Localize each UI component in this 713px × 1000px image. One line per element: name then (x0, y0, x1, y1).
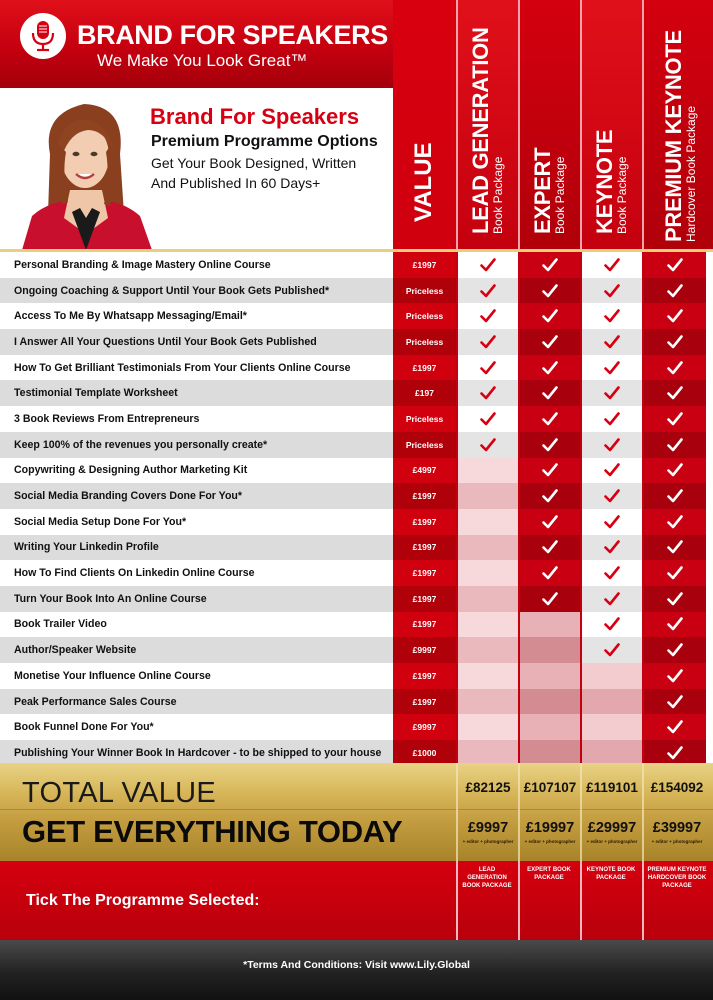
package-name: PREMIUM KEYNOTE (660, 30, 686, 242)
feature-row (0, 612, 713, 638)
checkmark-icon (667, 438, 683, 452)
total-value-keynote: £119101 (586, 780, 638, 795)
checkmark-icon (604, 566, 620, 580)
total-value-label: TOTAL VALUE (22, 777, 217, 809)
price-keynote: £29997 (587, 820, 637, 836)
package-cell (456, 303, 518, 329)
checkmark-icon (667, 617, 683, 631)
totals-divider (518, 763, 520, 861)
package-cell (580, 714, 642, 740)
package-cell (642, 612, 706, 638)
price-expert: £19997 (525, 820, 575, 836)
checkmark-icon (542, 463, 558, 477)
checkmark-icon (542, 284, 558, 298)
package-cell (456, 612, 518, 638)
checkmark-icon (480, 386, 496, 400)
intro-title: Brand For Speakers (150, 104, 360, 129)
feature-label: Copywriting & Designing Author Marketing Kit (0, 458, 393, 484)
package-cell (580, 535, 642, 561)
checkmark-icon (542, 386, 558, 400)
package-cell (642, 689, 706, 715)
package-cell (642, 740, 706, 766)
checkmark-icon (480, 412, 496, 426)
keynote-header (580, 0, 642, 250)
package-cell (518, 303, 580, 329)
feature-label: Book Funnel Done For You* (0, 714, 393, 740)
feature-value: £1997 (393, 612, 456, 638)
package-cell (580, 278, 642, 304)
package-cell (642, 303, 706, 329)
intro-line-2: And Published In 60 Days+ (151, 175, 321, 191)
feature-row (0, 560, 713, 586)
feature-label: Personal Branding & Image Mastery Online Course (0, 252, 393, 278)
checkmark-icon (604, 438, 620, 452)
package-cell (518, 689, 580, 715)
intro-subtitle: Premium Programme Options (151, 133, 378, 150)
checkmark-icon (604, 617, 620, 631)
feature-label: Access To Me By Whatsapp Messaging/Email* (0, 303, 393, 329)
package-cell (642, 586, 706, 612)
package-cell (518, 586, 580, 612)
feature-row (0, 355, 713, 381)
feature-label: I Answer All Your Questions Until Your Book Gets Published (0, 329, 393, 355)
package-cell (518, 714, 580, 740)
checkmark-icon (667, 720, 683, 734)
tick-programme-label: Tick The Programme Selected: (26, 892, 260, 909)
brand-name: BRAND FOR SPEAKERS (77, 20, 388, 50)
checkmark-icon (667, 566, 683, 580)
checkmark-icon (480, 438, 496, 452)
package-cell (518, 483, 580, 509)
feature-row (0, 714, 713, 740)
checkmark-icon (542, 592, 558, 606)
feature-label: 3 Book Reviews From Entrepreneurs (0, 406, 393, 432)
checkmark-icon (542, 412, 558, 426)
checkmark-icon (480, 309, 496, 323)
feature-label: Turn Your Book Into An Online Course (0, 586, 393, 612)
feature-row (0, 458, 713, 484)
feature-value: £1997 (393, 252, 456, 278)
package-cell (518, 740, 580, 766)
feature-value: Priceless (393, 432, 456, 458)
package-cell (642, 329, 706, 355)
feature-value: £9997 (393, 637, 456, 663)
feature-table (0, 252, 713, 766)
checkmark-icon (667, 592, 683, 606)
package-cell (456, 560, 518, 586)
feature-row (0, 509, 713, 535)
feature-value: Priceless (393, 303, 456, 329)
package-cell (456, 380, 518, 406)
checkmark-icon (480, 284, 496, 298)
feature-value: £1997 (393, 509, 456, 535)
feature-value: £9997 (393, 714, 456, 740)
package-cell (518, 458, 580, 484)
total-value-premium: £154092 (650, 780, 704, 795)
feature-value: £1997 (393, 689, 456, 715)
package-cell (456, 432, 518, 458)
package-cell (580, 329, 642, 355)
checkmark-icon (604, 309, 620, 323)
package-sub: Book Package (553, 156, 567, 234)
checkmark-icon (542, 438, 558, 452)
feature-value: Priceless (393, 406, 456, 432)
feature-row (0, 252, 713, 278)
package-cell (456, 483, 518, 509)
feature-row (0, 586, 713, 612)
checkmark-icon (542, 489, 558, 503)
select-divider (580, 861, 582, 940)
feature-label: How To Get Brilliant Testimonials From Your Clients Online Course (0, 355, 393, 381)
totals-divider (580, 763, 582, 861)
select-keynote[interactable]: KEYNOTE BOOK PACKAGE (586, 867, 636, 881)
package-cell (456, 586, 518, 612)
speaker-portrait (22, 94, 152, 250)
feature-value: £1000 (393, 740, 456, 766)
package-cell (580, 612, 642, 638)
checkmark-icon (604, 361, 620, 375)
package-cell (456, 355, 518, 381)
package-cell (518, 278, 580, 304)
package-cell (580, 380, 642, 406)
checkmark-icon (542, 566, 558, 580)
package-cell (580, 740, 642, 766)
checkmark-icon (604, 489, 620, 503)
checkmark-icon (667, 284, 683, 298)
package-cell (580, 586, 642, 612)
package-cell (456, 509, 518, 535)
package-sub: Book Package (491, 156, 505, 234)
package-cell (580, 560, 642, 586)
feature-value: £1997 (393, 535, 456, 561)
price-note: + editor + photographer (462, 839, 514, 844)
feature-value: £1997 (393, 663, 456, 689)
checkmark-icon (604, 284, 620, 298)
feature-label: Keep 100% of the revenues you personally create* (0, 432, 393, 458)
feature-value: Priceless (393, 329, 456, 355)
package-cell (642, 714, 706, 740)
package-cell (518, 509, 580, 535)
package-name: LEAD GENERATION (468, 27, 493, 234)
package-cell (518, 612, 580, 638)
checkmark-icon (604, 463, 620, 477)
checkmark-icon (604, 515, 620, 529)
package-cell (518, 406, 580, 432)
feature-row (0, 689, 713, 715)
package-cell (642, 458, 706, 484)
package-cell (642, 406, 706, 432)
package-cell (456, 714, 518, 740)
feature-label: Monetise Your Influence Online Course (0, 663, 393, 689)
lead-generation-header (456, 0, 518, 250)
checkmark-icon (667, 386, 683, 400)
checkmark-icon (667, 746, 683, 760)
checkmark-icon (667, 695, 683, 709)
feature-row (0, 329, 713, 355)
package-cell (456, 689, 518, 715)
feature-row (0, 303, 713, 329)
select-divider (456, 861, 458, 940)
feature-label: Publishing Your Winner Book In Hardcover - to be shipped to your house (0, 740, 393, 766)
select-expert[interactable]: EXPERT BOOK PACKAGE (527, 867, 571, 881)
total-value-expert: £107107 (523, 780, 577, 795)
feature-row (0, 406, 713, 432)
select-premium-keynote[interactable]: PREMIUM KEYNOTE HARDCOVER BOOK PACKAGE (647, 867, 707, 889)
feature-label: Peak Performance Sales Course (0, 689, 393, 715)
feature-value: £1997 (393, 483, 456, 509)
brand-header (0, 0, 393, 88)
checkmark-icon (542, 258, 558, 272)
checkmark-icon (604, 643, 620, 657)
package-cell (580, 483, 642, 509)
package-cell (580, 252, 642, 278)
feature-row (0, 637, 713, 663)
value-column-header: VALUE (409, 142, 437, 222)
checkmark-icon (667, 669, 683, 683)
feature-label: Writing Your Linkedin Profile (0, 535, 393, 561)
terms-link[interactable]: *Terms And Conditions: Visit www.Lily.Global (243, 959, 470, 971)
package-cell (456, 406, 518, 432)
checkmark-icon (480, 258, 496, 272)
package-cell (456, 740, 518, 766)
package-cell (518, 535, 580, 561)
package-cell (642, 637, 706, 663)
package-sub: Book Package (615, 156, 629, 234)
package-cell (456, 329, 518, 355)
package-cell (580, 406, 642, 432)
package-cell (642, 380, 706, 406)
intro-line-1: Get Your Book Designed, Written (151, 155, 357, 171)
checkmark-icon (667, 258, 683, 272)
feature-value: £1997 (393, 586, 456, 612)
feature-value: £197 (393, 380, 456, 406)
package-sub: Hardcover Book Package (683, 105, 698, 242)
checkmark-icon (667, 515, 683, 529)
checkmark-icon (542, 309, 558, 323)
total-value-lead: £82125 (465, 780, 511, 795)
checkmark-icon (604, 540, 620, 554)
microphone-logo-icon (20, 13, 66, 59)
package-cell (456, 637, 518, 663)
price-note: + editor + photographer (651, 839, 703, 844)
package-cell (642, 535, 706, 561)
feature-label: How To Find Clients On Linkedin Online Course (0, 560, 393, 586)
premium-keynote-header (642, 0, 713, 250)
package-cell (518, 432, 580, 458)
price-premium: £39997 (652, 820, 702, 836)
intro-section (0, 88, 393, 250)
package-cell (518, 637, 580, 663)
select-lead-generation[interactable]: LEAD GENERATION BOOK PACKAGE (462, 867, 512, 889)
checkmark-icon (667, 489, 683, 503)
feature-value: £1997 (393, 560, 456, 586)
package-cell (580, 303, 642, 329)
checkmark-icon (542, 515, 558, 529)
checkmark-icon (667, 540, 683, 554)
package-cell (642, 278, 706, 304)
checkmark-icon (667, 335, 683, 349)
package-cell (456, 535, 518, 561)
checkmark-icon (604, 386, 620, 400)
feature-value: £4997 (393, 458, 456, 484)
checkmark-icon (542, 361, 558, 375)
checkmark-icon (667, 412, 683, 426)
price-lead: £9997 (467, 820, 509, 836)
feature-row (0, 483, 713, 509)
feature-row (0, 432, 713, 458)
checkmark-icon (604, 412, 620, 426)
package-cell (580, 509, 642, 535)
select-divider (518, 861, 520, 940)
feature-row (0, 535, 713, 561)
feature-value: Priceless (393, 278, 456, 304)
price-note: + editor + photographer (586, 839, 638, 844)
feature-value: £1997 (393, 355, 456, 381)
package-cell (642, 560, 706, 586)
feature-label: Social Media Branding Covers Done For You* (0, 483, 393, 509)
checkmark-icon (604, 258, 620, 272)
checkmark-icon (480, 361, 496, 375)
select-divider (642, 861, 644, 940)
package-cell (518, 329, 580, 355)
feature-label: Book Trailer Video (0, 612, 393, 638)
package-cell (642, 252, 706, 278)
package-cell (456, 663, 518, 689)
package-cell (642, 509, 706, 535)
feature-label: Author/Speaker Website (0, 637, 393, 663)
checkmark-icon (604, 592, 620, 606)
feature-row (0, 278, 713, 304)
package-cell (518, 355, 580, 381)
feature-row (0, 380, 713, 406)
checkmark-icon (667, 309, 683, 323)
package-cell (518, 560, 580, 586)
feature-label: Social Media Setup Done For You* (0, 509, 393, 535)
totals-divider (456, 763, 458, 861)
package-cell (518, 252, 580, 278)
package-cell (642, 483, 706, 509)
checkmark-icon (667, 361, 683, 375)
checkmark-icon (667, 643, 683, 657)
package-name: EXPERT (530, 147, 555, 234)
checkmark-icon (542, 540, 558, 554)
checkmark-icon (604, 335, 620, 349)
price-note: + editor + photographer (524, 839, 576, 844)
package-cell (518, 663, 580, 689)
get-everything-today-label: GET EVERYTHING TODAY (22, 814, 403, 849)
feature-row (0, 740, 713, 766)
package-cell (456, 278, 518, 304)
feature-row (0, 663, 713, 689)
feature-label: Ongoing Coaching & Support Until Your Book Gets Published* (0, 278, 393, 304)
package-name: KEYNOTE (592, 129, 617, 234)
package-cell (580, 689, 642, 715)
package-cell (580, 637, 642, 663)
checkmark-icon (667, 463, 683, 477)
brand-tagline: We Make You Look Great™ (97, 51, 308, 70)
checkmark-icon (542, 335, 558, 349)
package-cell (580, 663, 642, 689)
package-cell (642, 355, 706, 381)
feature-label: Testimonial Template Worksheet (0, 380, 393, 406)
package-cell (642, 663, 706, 689)
package-cell (580, 355, 642, 381)
totals-divider (642, 763, 644, 861)
package-cell (456, 252, 518, 278)
package-cell (518, 380, 580, 406)
package-cell (580, 458, 642, 484)
checkmark-icon (480, 335, 496, 349)
package-cell (456, 458, 518, 484)
expert-header (518, 0, 580, 250)
package-cell (642, 432, 706, 458)
package-cell (580, 432, 642, 458)
